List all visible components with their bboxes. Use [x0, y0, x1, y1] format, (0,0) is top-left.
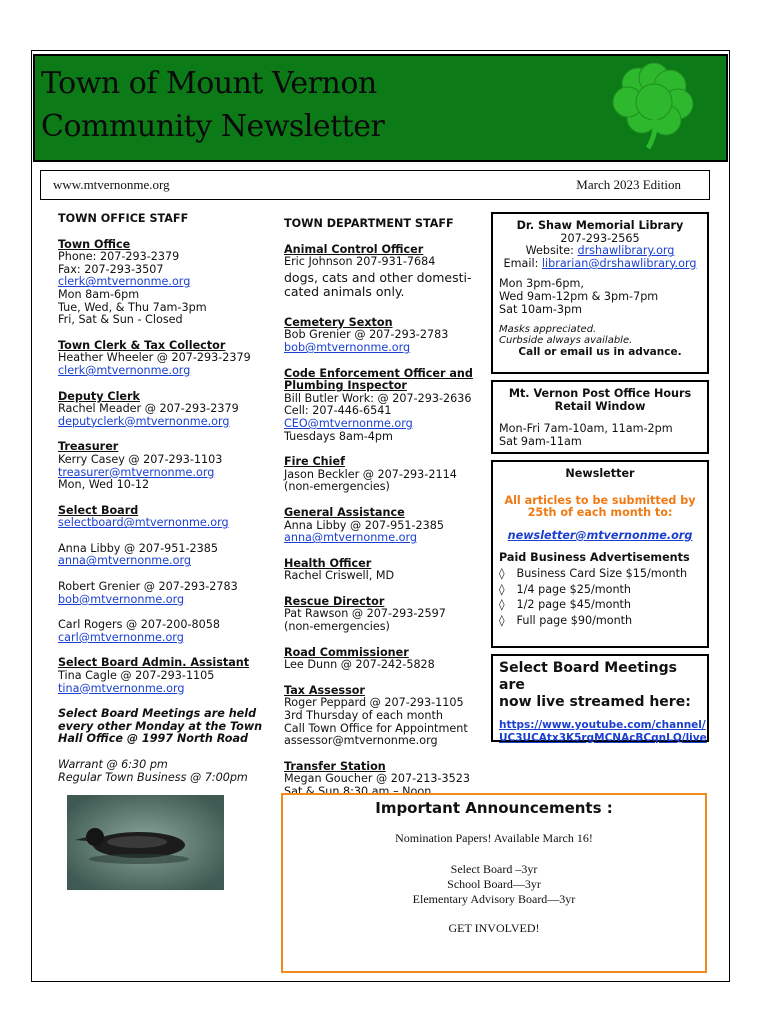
treasurer-email-link[interactable]: treasurer@mtvernonme.org — [58, 465, 215, 479]
assistant-contact: Tina Cagle @ 207-293-1105 — [58, 669, 215, 683]
clerk-title: Town Clerk & Tax Collector — [58, 338, 226, 352]
member-block — [58, 543, 273, 568]
member-email-link[interactable]: anna@mtvernonme.org — [58, 554, 191, 568]
ad-rate-item — [493, 584, 707, 597]
fire-title: Fire Chief — [284, 455, 345, 469]
town-office-phone: Phone: 207-293-2379 — [58, 250, 180, 264]
tax-line: Call Town Office for Appointment — [284, 721, 468, 735]
code-title: Plumbing Inspector — [284, 379, 407, 393]
clerk-email-link[interactable]: clerk@mtvernonme.org — [58, 363, 191, 377]
ad-rate-item — [493, 599, 707, 612]
rescue-contact: Pat Rawson @ 207-293-2597 — [284, 607, 446, 621]
meeting-note — [58, 708, 273, 746]
treasurer-contact: Kerry Casey @ 207-293-1103 — [58, 452, 223, 466]
tax-line: Roger Peppard @ 207-293-1105 — [284, 696, 464, 710]
post-office-box — [491, 380, 709, 454]
transfer-line: Sat & Sun 8:30 am – Noon — [284, 785, 432, 798]
assistant-title: Select Board Admin. Assistant — [58, 656, 250, 670]
library-title: Dr. Shaw Memorial Library — [516, 219, 684, 232]
select-board-email-link[interactable]: selectboard@mtvernonme.org — [58, 516, 229, 530]
deputy-email-link[interactable]: deputyclerk@mtvernonme.org — [58, 414, 230, 428]
diamond-bullet-icon: ◊ — [499, 566, 505, 580]
library-hours-line: Mon 3pm-6pm, — [499, 277, 584, 291]
ads-title: Paid Business Advertisements — [499, 551, 690, 565]
tax-block — [284, 685, 494, 748]
newsletter-email-link[interactable]: newsletter@mtvernonme.org — [507, 528, 693, 542]
library-notes — [493, 324, 707, 346]
animal-control-note — [284, 271, 494, 299]
ad-rate-label: Full page $90/month — [516, 613, 633, 627]
announcements-title: Important Announcements : — [375, 799, 613, 817]
rescue-note: (non-emergencies) — [284, 620, 390, 634]
newsletter-title: Newsletter — [565, 467, 635, 480]
newsletter-submit-line: All articles to be submitted by — [504, 493, 696, 507]
livestream-url-line[interactable]: UC3UCAtx3K5rgMCNAcBCqnLQ/live — [499, 731, 707, 744]
animal-note-line: cated animals only. — [284, 283, 405, 299]
member-block — [58, 581, 273, 606]
banner-title-line2: Community Newsletter — [41, 109, 385, 144]
department-staff-column — [284, 218, 494, 812]
tax-line: 3rd Thursday of each month — [284, 709, 443, 723]
deputy-block — [58, 391, 273, 429]
sexton-contact: Bob Grenier @ 207-293-2783 — [284, 328, 449, 342]
library-website-link[interactable]: drshawlibrary.org — [577, 244, 675, 258]
newsletter-banner — [33, 54, 728, 162]
meeting-note-line: every other Monday at the Town — [58, 719, 263, 733]
member-contact: Anna Libby @ 207-951-2385 — [58, 541, 218, 555]
assistant-email-link[interactable]: tina@mtvernonme.org — [58, 681, 185, 695]
meeting-time-line: Warrant @ 6:30 pm — [58, 758, 168, 771]
post-office-hours-line: Mon-Fri 7am-10am, 11am-2pm — [499, 422, 673, 436]
library-note-line: Curbside always available. — [499, 335, 633, 347]
health-block — [284, 558, 494, 583]
get-involved-text: GET INVOLVED! — [448, 921, 540, 935]
select-board-title: Select Board — [58, 503, 139, 517]
banner-title-line1: Town of Mount Vernon — [41, 66, 377, 101]
health-title: Health Officer — [284, 556, 372, 570]
assistance-contact: Anna Libby @ 207-951-2385 — [284, 518, 444, 532]
library-phone: 207-293-2565 — [560, 231, 640, 245]
library-email-label: Email: — [503, 256, 542, 270]
deputy-contact: Rachel Meader @ 207-293-2379 — [58, 402, 239, 416]
town-office-hours: Tue, Wed, & Thu 7am-3pm — [58, 300, 207, 314]
library-email-row — [493, 258, 707, 271]
tax-line: assessor@mtvernonme.org — [284, 734, 438, 748]
assistance-block — [284, 507, 494, 545]
tax-title: Tax Assessor — [284, 683, 365, 697]
position-item: Elementary Advisory Board—3yr — [412, 892, 576, 906]
post-office-hours — [493, 423, 707, 448]
road-title: Road Commissioner — [284, 645, 409, 659]
fire-contact: Jason Beckler @ 207-293-2114 — [284, 467, 457, 481]
livestream-box — [491, 654, 709, 742]
post-office-subtitle: Retail Window — [554, 399, 646, 413]
meeting-time-line: Regular Town Business @ 7:00pm — [58, 770, 248, 784]
library-note-line: Masks appreciated. — [499, 324, 597, 336]
rescue-block — [284, 596, 494, 634]
code-email-link[interactable]: CEO@mtvernonme.org — [284, 416, 413, 430]
library-email-link[interactable]: librarian@drshawlibrary.org — [541, 256, 697, 270]
livestream-link[interactable] — [493, 719, 707, 744]
office-staff-heading: TOWN OFFICE STAFF — [58, 212, 189, 225]
meeting-times — [58, 759, 273, 784]
positions-list — [283, 862, 705, 907]
town-office-fax: Fax: 207-293-3507 — [58, 262, 164, 276]
library-hours — [493, 278, 707, 316]
animal-control-contact: Eric Johnson 207-931-7684 — [284, 255, 436, 269]
announcement-line: Nomination Papers! Available March 16! — [395, 831, 593, 845]
sexton-email-link[interactable]: bob@mtvernonme.org — [284, 340, 411, 354]
livestream-title: Select Board Meetings are — [499, 660, 678, 693]
library-box — [491, 212, 709, 374]
office-staff-column — [58, 213, 273, 784]
library-hours-line: Sat 10am-3pm — [499, 302, 583, 316]
position-item: School Board—3yr — [447, 877, 541, 891]
code-contact: Bill Butler Work: @ 207-293-2636 — [284, 391, 472, 405]
announcements-box — [281, 793, 707, 973]
transfer-line: Megan Goucher @ 207-213-3523 — [284, 772, 471, 786]
newsletter-submit-line: 25th of each month to: — [527, 506, 673, 520]
ad-rate-label: 1/4 page $25/month — [516, 582, 632, 596]
transfer-title: Transfer Station — [284, 759, 386, 773]
ad-rate-label: Business Card Size $15/month — [516, 566, 688, 580]
code-block — [284, 368, 494, 444]
town-office-hours: Fri, Sat & Sun - Closed — [58, 313, 183, 327]
position-item: Select Board –3yr — [450, 862, 538, 876]
member-contact: Carl Rogers @ 207-200-8058 — [58, 618, 221, 632]
livestream-title: now live streamed here: — [499, 694, 691, 710]
diamond-bullet-icon: ◊ — [499, 582, 505, 596]
road-contact: Lee Dunn @ 207-242-5828 — [284, 658, 435, 672]
clerk-block — [58, 340, 273, 378]
fire-block — [284, 456, 494, 494]
town-office-title: Town Office — [58, 237, 131, 251]
health-contact: Rachel Criswell, MD — [284, 569, 395, 583]
library-hours-line: Wed 9am-12pm & 3pm-7pm — [499, 289, 659, 303]
meeting-note-line: Select Board Meetings are held — [58, 707, 257, 721]
ad-rate-item — [493, 615, 707, 628]
library-website-label: Website: — [525, 244, 578, 258]
road-block — [284, 647, 494, 672]
member-block — [58, 619, 273, 644]
meeting-note-line: Hall Office @ 1997 North Road — [58, 732, 249, 746]
shamrock-icon — [608, 62, 700, 152]
assistant-block — [58, 657, 273, 695]
edition-text: March 2023 Edition — [576, 177, 681, 192]
code-hours: Tuesdays 8am-4pm — [284, 429, 393, 443]
clerk-contact: Heather Wheeler @ 207-293-2379 — [58, 351, 251, 365]
code-title: Code Enforcement Officer and — [284, 366, 473, 380]
animal-control-title: Animal Control Officer — [284, 242, 424, 256]
animal-control-block — [284, 244, 494, 299]
town-office-hours: Mon 8am-6pm — [58, 287, 140, 301]
website-text: www.mtvernonme.org — [53, 177, 170, 192]
diamond-bullet-icon: ◊ — [499, 598, 505, 612]
ad-rate-label: 1/2 page $45/month — [516, 598, 632, 612]
banner-title — [41, 62, 384, 148]
member-contact: Robert Grenier @ 207-293-2783 — [58, 580, 238, 594]
treasurer-hours: Mon, Wed 10-12 — [58, 478, 150, 492]
sexton-block — [284, 317, 494, 355]
deputy-title: Deputy Clerk — [58, 389, 140, 403]
animal-note-line: dogs, cats and other domesti- — [284, 269, 472, 285]
member-email-link[interactable]: bob@mtvernonme.org — [58, 592, 185, 606]
library-call-note: Call or email us in advance. — [518, 346, 682, 359]
department-staff-heading: TOWN DEPARTMENT STAFF — [284, 217, 454, 230]
treasurer-title: Treasurer — [58, 440, 119, 454]
member-email-link[interactable]: carl@mtvernonme.org — [58, 630, 184, 644]
ad-rate-item — [493, 568, 707, 581]
livestream-url-line[interactable]: https://www.youtube.com/channel/ — [499, 719, 706, 731]
post-office-hours-line: Sat 9am-11am — [499, 434, 582, 448]
sexton-title: Cemetery Sexton — [284, 315, 393, 329]
header-info-bar — [40, 170, 710, 200]
assistance-title: General Assistance — [284, 505, 405, 519]
post-office-title: Mt. Vernon Post Office Hours — [508, 387, 692, 400]
assistance-email-link[interactable]: anna@mtvernonme.org — [284, 531, 417, 545]
treasurer-block — [58, 441, 273, 491]
loon-photo — [67, 795, 224, 890]
town-office-block — [58, 239, 273, 327]
code-contact: Cell: 207-446-6541 — [284, 404, 392, 418]
select-board-block — [58, 505, 273, 530]
diamond-bullet-icon: ◊ — [499, 613, 505, 627]
newsletter-box — [491, 460, 709, 648]
fire-note: (non-emergencies) — [284, 480, 390, 494]
rescue-title: Rescue Director — [284, 594, 385, 608]
town-office-email-link[interactable]: clerk@mtvernonme.org — [58, 275, 191, 289]
